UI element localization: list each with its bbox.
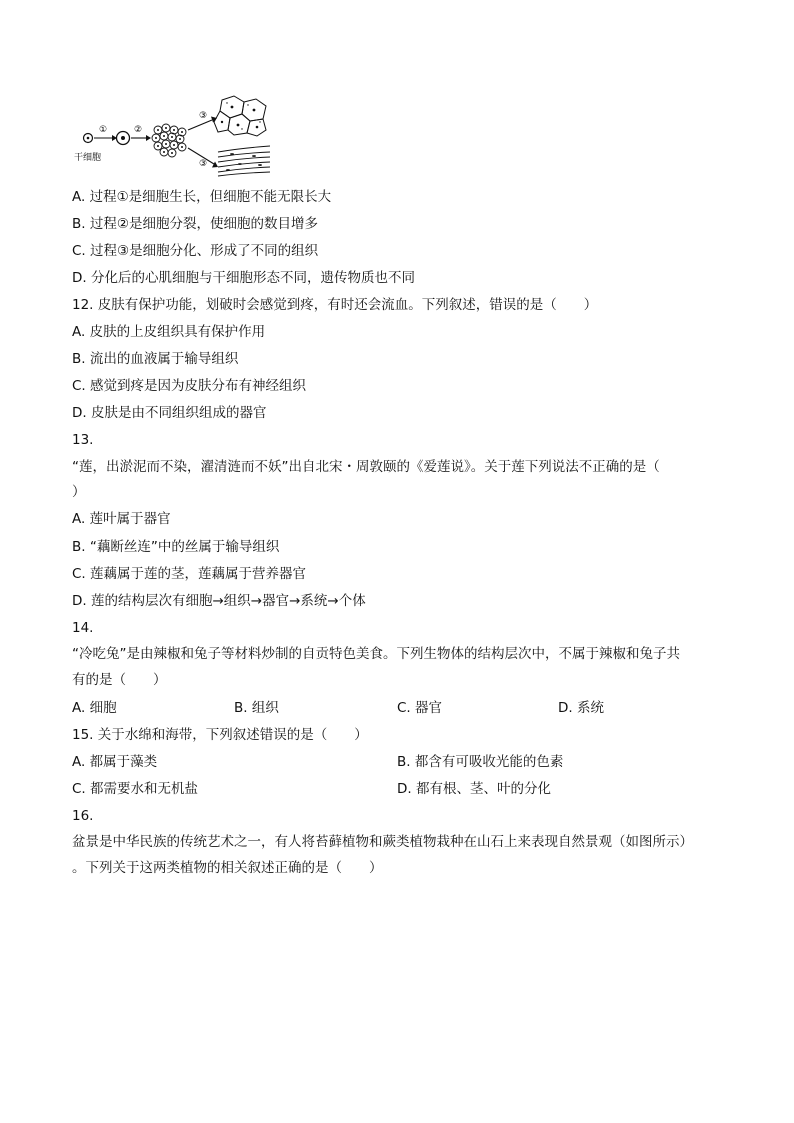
q16-number: 16. [72, 808, 94, 824]
q12-stem: 12. 皮肤有保护功能，划破时会感觉到疼，有时还会流血。下列叙述，错误的是（ ） [72, 297, 598, 313]
q12-option-b: B. 流出的血液属于输导组织 [72, 351, 239, 367]
q14-option-a: A. 细胞 [72, 700, 117, 716]
differentiated-cells-upper [214, 96, 266, 136]
q11-option-a: A. 过程①是细胞生长，但细胞不能无限长大 [72, 189, 332, 205]
q13-option-b: B. “藕断丝连”中的丝属于输导组织 [72, 539, 280, 555]
q11-option-b: B. 过程②是细胞分裂，使细胞的数目增多 [72, 216, 318, 232]
q14-number: 14. [72, 620, 94, 636]
q14-option-d: D. 系统 [558, 700, 604, 716]
q13-stem-line1: “莲，出淤泥而不染，濯清涟而不妖”出自北宋・周敦颐的《爱莲说》。关于莲下列说法不正确的是（ [72, 459, 660, 475]
step-1-label: ① [99, 125, 108, 135]
q15-options-row2 [72, 779, 732, 799]
q13-option-d: D. 莲的结构层次有细胞→组织→器官→系统→个体 [72, 593, 366, 609]
step-3a-label: ③ [199, 111, 208, 121]
q15-stem: 15. 关于水绵和海带，下列叙述错误的是（ ） [72, 727, 368, 743]
q11-option-c: C. 过程③是细胞分化、形成了不同的组织 [72, 243, 319, 259]
q16-stem-line1: 盆景是中华民族的传统艺术之一，有人将苔藓植物和蕨类植物栽种在山石上来表现自然景观（如图所示） [72, 834, 693, 850]
cell-cluster [152, 124, 186, 157]
q12-option-a: A. 皮肤的上皮组织具有保护作用 [72, 324, 266, 340]
q11-option-d: D. 分化后的心肌细胞与干细胞形态不同，遗传物质也不同 [72, 270, 415, 286]
q12-option-d: D. 皮肤是由不同组织组成的器官 [72, 405, 267, 421]
q14-options [72, 698, 732, 718]
q13-stem-line2: ） [72, 484, 86, 500]
q15-option-a: A. 都属于藻类 [72, 754, 158, 770]
q13-number: 13. [72, 432, 94, 448]
q12-option-c: C. 感觉到疼是因为皮肤分布有神经组织 [72, 378, 307, 394]
q15-option-d: D. 都有根、茎、叶的分化 [397, 781, 551, 797]
q14-stem-line1: “冷吃兔”是由辣椒和兔子等材料炒制的自贡特色美食。下列生物体的结构层次中，不属于辣椒和兔子共 [72, 646, 680, 662]
q14-option-b: B. 组织 [234, 700, 279, 716]
q14-option-c: C. 器官 [397, 700, 443, 716]
q15-option-b: B. 都含有可吸收光能的色素 [397, 754, 564, 770]
q16-stem-line2: 。下列关于这两类植物的相关叙述正确的是（ ） [72, 860, 383, 876]
muscle-tissue-lower [218, 146, 270, 176]
step-3b-label: ③ [199, 159, 208, 169]
q13-option-c: C. 莲藕属于莲的茎，莲藕属于营养器官 [72, 566, 307, 582]
q13-option-a: A. 莲叶属于器官 [72, 511, 171, 527]
step-2-label: ② [134, 125, 143, 135]
q15-options-row1 [72, 752, 732, 772]
q15-option-c: C. 都需要水和无机盐 [72, 781, 199, 797]
stem-cell-diagram [72, 94, 272, 178]
stem-cell-label: 干细胞 [74, 153, 102, 163]
q14-stem-line2: 有的是（ ） [72, 672, 167, 688]
